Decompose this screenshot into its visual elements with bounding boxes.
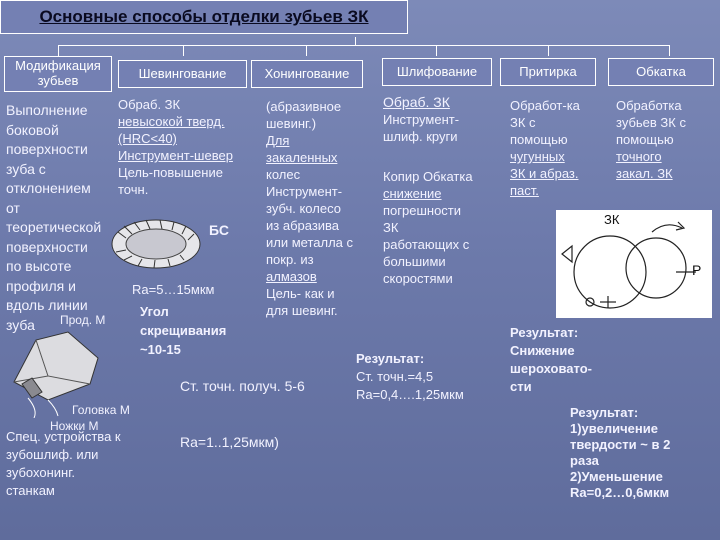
header-lapping: Притирка (500, 58, 596, 86)
lapping-line: ЗК с (510, 115, 536, 130)
diagram-title (0, 0, 408, 34)
shaving-line: невысокой тверд. (118, 114, 225, 129)
special-line: станкам (6, 483, 55, 498)
angle-line: скрещивания (140, 323, 227, 338)
shaving-line: Инструмент-шевер (118, 148, 233, 163)
grinding-line: Обраб. ЗК (383, 94, 450, 110)
honing-line: шевинг.) (266, 116, 317, 131)
honing-line: зубч. колесо (266, 201, 341, 216)
rolling-text (616, 97, 686, 182)
rolling-result-line: 2)Уменьшение (570, 469, 663, 484)
mod-line: боковой (6, 121, 59, 138)
label-legs: Ножки М (50, 419, 99, 433)
header-grinding: Шлифование (382, 58, 492, 86)
grinding-line: шлиф. круги (383, 129, 458, 144)
grinding-result-line: Результат: (356, 351, 425, 366)
grinding-line: погрешности (383, 203, 462, 218)
rolling-line: зубьев ЗК с (616, 115, 686, 130)
label-prod: Прод. М (60, 313, 106, 327)
connector-grinding (436, 45, 437, 56)
honing-line: Цель- как и (266, 286, 335, 301)
honing-line: покр. из (266, 252, 314, 267)
mod-line: отклонением (6, 180, 91, 196)
gear-circle-small (626, 238, 686, 298)
connector-shaving (183, 45, 184, 56)
grinding-text (383, 94, 459, 145)
angle-line: Угол (140, 304, 169, 319)
header-modification: Модификация зубьев (4, 56, 112, 92)
lapping-line: паст. (510, 183, 539, 198)
honing-line: (абразивное (266, 99, 342, 114)
header-rolling: Обкатка (608, 58, 714, 86)
rolling-result-line: 1)увеличение (570, 421, 658, 436)
lapping-line: ЗК и абраз. (510, 166, 579, 181)
shaving-line: Обраб. ЗК (118, 97, 181, 112)
special-line: зубошлиф. или (6, 447, 99, 462)
connector-mod (58, 45, 59, 56)
rolling-line: помощью (616, 132, 674, 147)
lapping-line: Обработ-ка (510, 98, 580, 113)
connector-rolling (669, 45, 670, 56)
lapping-result-line: Снижение (510, 343, 575, 358)
rolling-result-line: раза (570, 453, 599, 468)
diagram-title-text: Основные способы отделки зубьев ЗК (39, 7, 369, 26)
shaving-line: Цель-повышение (118, 165, 223, 180)
rotation-arrow (652, 225, 682, 232)
honing-line: для шевинг. (266, 303, 338, 318)
honing-line: из абразива (266, 218, 340, 233)
lapping-line: помощью (510, 132, 568, 147)
grinding-line: работающих с (383, 237, 470, 252)
mod-line: зуба с (6, 160, 46, 177)
mod-line: зуба (6, 316, 35, 333)
mod-line: теоретической (6, 219, 102, 235)
honing-line: Инструмент- (266, 184, 343, 199)
arrow-left (562, 246, 572, 262)
lapping-line: чугунных (510, 149, 565, 164)
honing-line: закаленных (266, 150, 338, 165)
modification-text (6, 101, 101, 335)
rolling-result-line: твердости ~ в 2 (570, 437, 671, 452)
grinding-line: большими (383, 254, 446, 269)
grinding-result (356, 350, 464, 404)
mod-line: Выполнение (6, 102, 88, 118)
grinding-line: ЗК (383, 220, 399, 235)
shaving-line: точн. (118, 182, 149, 197)
lapping-text (510, 97, 580, 199)
grinding-result-line: Ст. точн.=4,5 (356, 369, 434, 384)
honing-line: колес (266, 167, 301, 182)
label-head: Головка М (72, 403, 130, 417)
rolling-line: точного (616, 149, 662, 164)
mod-line: поверхности (6, 238, 88, 255)
rolling-result-line: Ra=0,2…0,6мкм (570, 485, 670, 500)
grinding-line: скоростями (383, 271, 453, 286)
mod-line: от (6, 199, 20, 216)
lapping-result-line: шероховато- (510, 361, 592, 376)
rolling-diagram-svg (556, 210, 712, 318)
mod-line: профиля и (6, 277, 76, 294)
shaving-result: Ст. точн. получ. 5-6 (180, 378, 305, 394)
connector-lapping (548, 45, 549, 56)
rolling-result-line: Результат: (570, 405, 639, 420)
grinding-line: Копир Обкатка (383, 169, 473, 184)
grinding-line: снижение (383, 186, 442, 201)
honing-line: алмазов (266, 269, 317, 284)
special-devices-text (6, 428, 121, 500)
shaving-text (118, 96, 233, 198)
special-line: Спец. устройства к (6, 429, 121, 444)
rolling-line: Обработка (616, 98, 682, 113)
grinding-text-2 (383, 168, 473, 287)
special-line: зубохонинг. (6, 465, 75, 480)
rolling-line: закал. ЗК (616, 166, 673, 181)
rolling-zk-label: ЗК (604, 212, 620, 227)
shaving-line: (HRC<40) (118, 131, 177, 146)
honing-line: Для (266, 133, 290, 148)
rolling-diagram (556, 210, 712, 318)
lapping-result (510, 324, 592, 396)
angle-line: ~10-15 (140, 342, 181, 357)
mod-line: вдоль линии (6, 297, 88, 313)
mod-line: по высоте (6, 258, 72, 274)
header-honing: Хонингование (251, 60, 363, 88)
connector-bar (58, 45, 670, 46)
shaving-ra-result: Ra=1..1,25мкм) (180, 434, 279, 450)
rolling-p-label: P (692, 262, 702, 278)
shaving-ra: Ra=5…15мкм (132, 282, 215, 297)
header-shaving: Шевингование (118, 60, 247, 88)
honing-text (266, 98, 353, 319)
lapping-result-line: сти (510, 379, 532, 394)
shaving-angle (140, 302, 226, 359)
grinding-line: Инструмент- (383, 112, 460, 127)
label-bs: БС (209, 222, 229, 238)
rolling-result (570, 405, 670, 501)
grinding-result-line: Ra=0,4….1,25мкм (356, 387, 464, 402)
mod-line: поверхности (6, 141, 88, 157)
shaver-tool-sketch (104, 208, 208, 278)
connector-honing (306, 45, 307, 56)
lapping-result-line: Результат: (510, 325, 579, 340)
honing-line: или металла с (266, 235, 354, 250)
